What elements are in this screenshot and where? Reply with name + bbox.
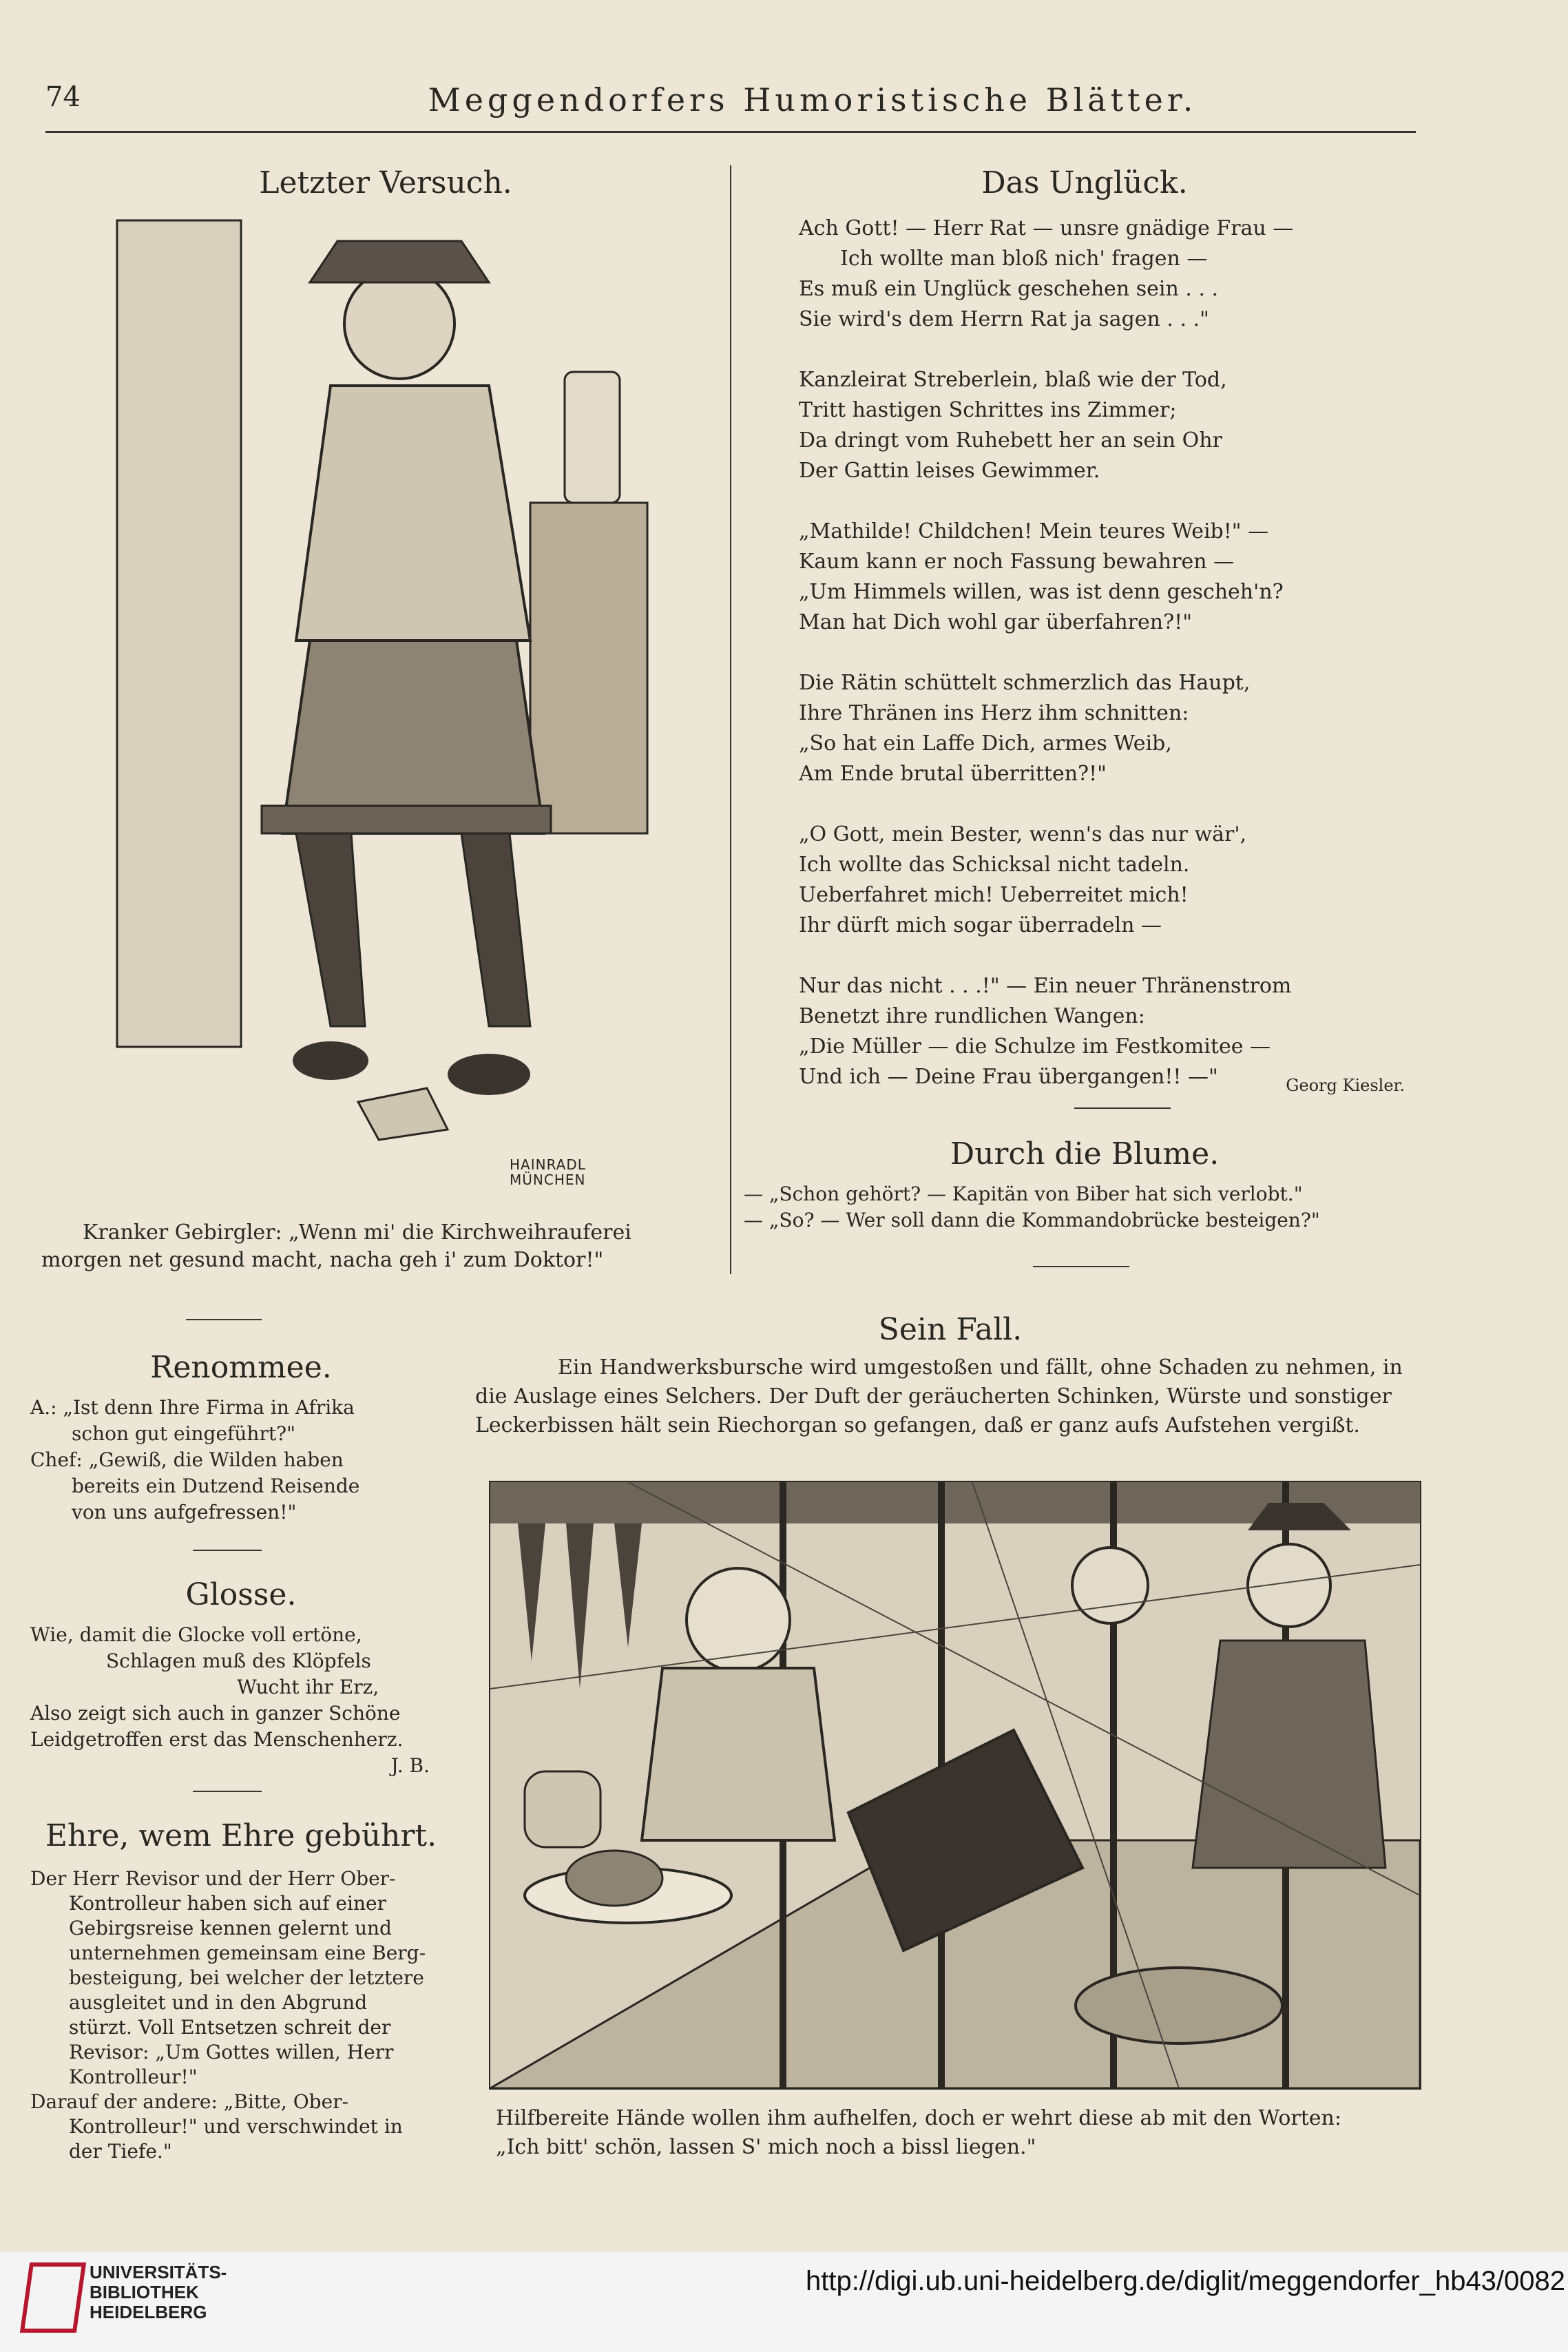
separator: [186, 1319, 262, 1320]
text-line: Chef: „Gewiß, die Wilden haben: [30, 1448, 344, 1471]
poem-line: Ich wollte das Schicksal nicht tadeln.: [799, 853, 1190, 877]
magazine-title: Meggendorfers Humoristische Blätter.: [428, 81, 1198, 118]
durch-die-blume-title: Durch die Blume.: [950, 1136, 1220, 1172]
text-line: bereits ein Dutzend Reisende: [72, 1475, 360, 1497]
separator: [193, 1550, 262, 1551]
page-number: 74: [45, 81, 81, 113]
sein-fall-title: Sein Fall.: [878, 1312, 1023, 1347]
dialogue-line: — „So? — Wer soll dann die Kommandobrücke besteigen?": [744, 1209, 1320, 1231]
stanza: [799, 820, 1293, 941]
poem-line: Sie wird's dem Herrn Rat ja sagen . . .": [799, 307, 1209, 331]
text-line: von uns aufgefressen!": [72, 1501, 297, 1523]
renommee-text: [30, 1395, 443, 1526]
das-unglueck-poem: [799, 214, 1293, 1092]
poem-line: Ueberfahret mich! Ueberreitet mich!: [799, 883, 1189, 907]
glosse-title: Glosse.: [185, 1577, 297, 1612]
source-url-link[interactable]: http://digi.ub.uni-heidelberg.de/diglit/meggendorfer_hb43/0082: [806, 2266, 1566, 2296]
ehre-text: [30, 1866, 443, 2164]
poem-line: Ihr dürft mich sogar überradeln —: [799, 913, 1162, 937]
letzter-versuch-caption: Kranker Gebirgler: „Wenn mi' die Kirchweihrauferei morgen net gesund macht, nacha geh i' zum Doktor!": [41, 1220, 631, 1272]
poem-line: Der Gattin leises Gewimmer.: [799, 459, 1100, 483]
text-line: Kontrolleur!": [69, 2065, 198, 2088]
text-line: Leidgetroffen erst das Menschenherz.: [30, 1728, 404, 1751]
poem-line: Benetzt ihre rundlichen Wangen:: [799, 1004, 1145, 1028]
text-line: die Auslage eines Selchers. Der Duft der geräucherten Schinken, Würste und sonstiger: [475, 1384, 1392, 1408]
poem-line: Tritt hastigen Schrittes ins Zimmer;: [799, 398, 1177, 422]
illustrator-signature: HAINRADL MÜNCHEN: [510, 1156, 586, 1188]
text-line: Leckerbissen hält sein Riechorgan so gefangen, daß er ganz aufs Aufstehen vergißt.: [475, 1413, 1360, 1437]
text-line: der Tiefe.": [69, 2140, 172, 2163]
poem-line: Es muß ein Unglück geschehen sein . . .: [799, 277, 1219, 301]
library-name: [90, 2262, 227, 2322]
poem-line: Man hat Dich wohl gar überfahren?!": [799, 610, 1193, 634]
text-line: „Ich bitt' schön, lassen S' mich noch a bissl liegen.": [496, 2135, 1036, 2159]
poem-line: „Mathilde! Childchen! Mein teures Weib!" —: [799, 519, 1269, 543]
poem-line: Kanzleirat Streberlein, blaß wie der Tod,: [799, 368, 1227, 392]
sein-fall-outro: [496, 2104, 1425, 2162]
text-line: Ein Handwerksbursche wird umgestoßen und fällt, ohne Schaden zu nehmen, in: [558, 1355, 1403, 1380]
poem-line: Ach Gott! — Herr Rat — unsre gnädige Frau —: [799, 216, 1294, 240]
library-name-line: HEIDELBERG: [90, 2302, 207, 2322]
library-name-line: BIBLIOTHEK: [90, 2282, 199, 2302]
text-line: schon gut eingeführt?": [72, 1422, 295, 1445]
poem-line: „So hat ein Laffe Dich, armes Weib,: [799, 731, 1172, 756]
text-line: A.: „Ist denn Ihre Firma in Afrika: [30, 1396, 355, 1419]
text-line: Wucht ihr Erz,: [237, 1676, 379, 1698]
ehre-title: Ehre, wem Ehre gebührt.: [45, 1818, 437, 1853]
glosse-text: [30, 1622, 443, 1779]
text-line: Schlagen muß des Klöpfels: [106, 1649, 371, 1672]
poem-line: Und ich — Deine Frau übergangen!! —": [799, 1065, 1218, 1089]
durch-die-blume-dialogue: [744, 1181, 1425, 1234]
glosse-author: J. B.: [390, 1754, 430, 1777]
poem-line: Ich wollte man bloß nich' fragen —: [840, 247, 1208, 271]
stanza: [799, 668, 1293, 789]
text-line: besteigung, bei welcher der letztere: [69, 1966, 424, 1989]
poem-line: „Um Himmels willen, was ist denn gescheh'n?: [799, 580, 1284, 604]
text-line: Wie, damit die Glocke voll ertöne,: [30, 1623, 362, 1646]
text-line: Kontrolleur!" und verschwindet in: [69, 2115, 403, 2138]
poem-line: Nur das nicht . . .!" — Ein neuer Thränenstrom: [799, 974, 1292, 998]
text-line: Gebirgsreise kennen gelernt und: [69, 1917, 392, 1939]
library-logo-icon: [20, 2262, 86, 2333]
separator: [1033, 1266, 1129, 1267]
poem-line: Kaum kann er noch Fassung bewahren —: [799, 550, 1235, 574]
poem-line: Ihre Thränen ins Herz ihm schnitten:: [799, 701, 1189, 725]
text-line: Kontrolleur haben sich auf einer: [69, 1892, 386, 1915]
das-unglueck-title: Das Unglück.: [981, 165, 1188, 200]
stanza: [799, 365, 1293, 486]
header-rule: [45, 131, 1416, 133]
stanza: [799, 214, 1293, 335]
text-line: Hilfbereite Hände wollen ihm aufhelfen, doch er wehrt diese ab mit den Worten:: [496, 2106, 1341, 2130]
poem-line: „O Gott, mein Bester, wenn's das nur wär',: [799, 822, 1247, 846]
mountaineer-illustration: [103, 214, 668, 1143]
dialogue-line: — „Schon gehört? — Kapitän von Biber hat sich verlobt.": [744, 1183, 1303, 1205]
separator: [1074, 1107, 1171, 1109]
poem-line: Die Rätin schüttelt schmerzlich das Haupt,: [799, 671, 1251, 695]
text-line: Darauf der andere: „Bitte, Ober-: [30, 2090, 349, 2113]
text-line: Also zeigt sich auch in ganzer Schöne: [30, 1702, 401, 1725]
poem-line: Am Ende brutal überritten?!": [799, 762, 1107, 786]
library-name-line: UNIVERSITÄTS-: [90, 2262, 227, 2282]
sein-fall-intro: [475, 1353, 1425, 1440]
text-line: stürzt. Voll Entsetzen schreit der: [69, 2016, 391, 2039]
butcher-shop-illustration: [489, 1481, 1421, 2090]
letzter-versuch-title: Letzter Versuch.: [259, 165, 512, 200]
separator: [193, 1791, 262, 1792]
stanza: [799, 517, 1293, 638]
stanza: [799, 971, 1293, 1092]
column-divider: [730, 165, 731, 1274]
text-line: Der Herr Revisor und der Herr Ober-: [30, 1867, 396, 1890]
text-line: ausgleitet und in den Abgrund: [69, 1991, 368, 2014]
poem-line: „Die Müller — die Schulze im Festkomitee —: [799, 1034, 1271, 1059]
poem-line: Da dringt vom Ruhebett her an sein Ohr: [799, 428, 1222, 452]
poem-author: Georg Kiesler.: [1286, 1076, 1405, 1095]
text-line: Revisor: „Um Gottes willen, Herr: [69, 2041, 394, 2063]
renommee-title: Renommee.: [150, 1350, 332, 1385]
text-line: unternehmen gemeinsam eine Berg-: [69, 1942, 426, 1964]
